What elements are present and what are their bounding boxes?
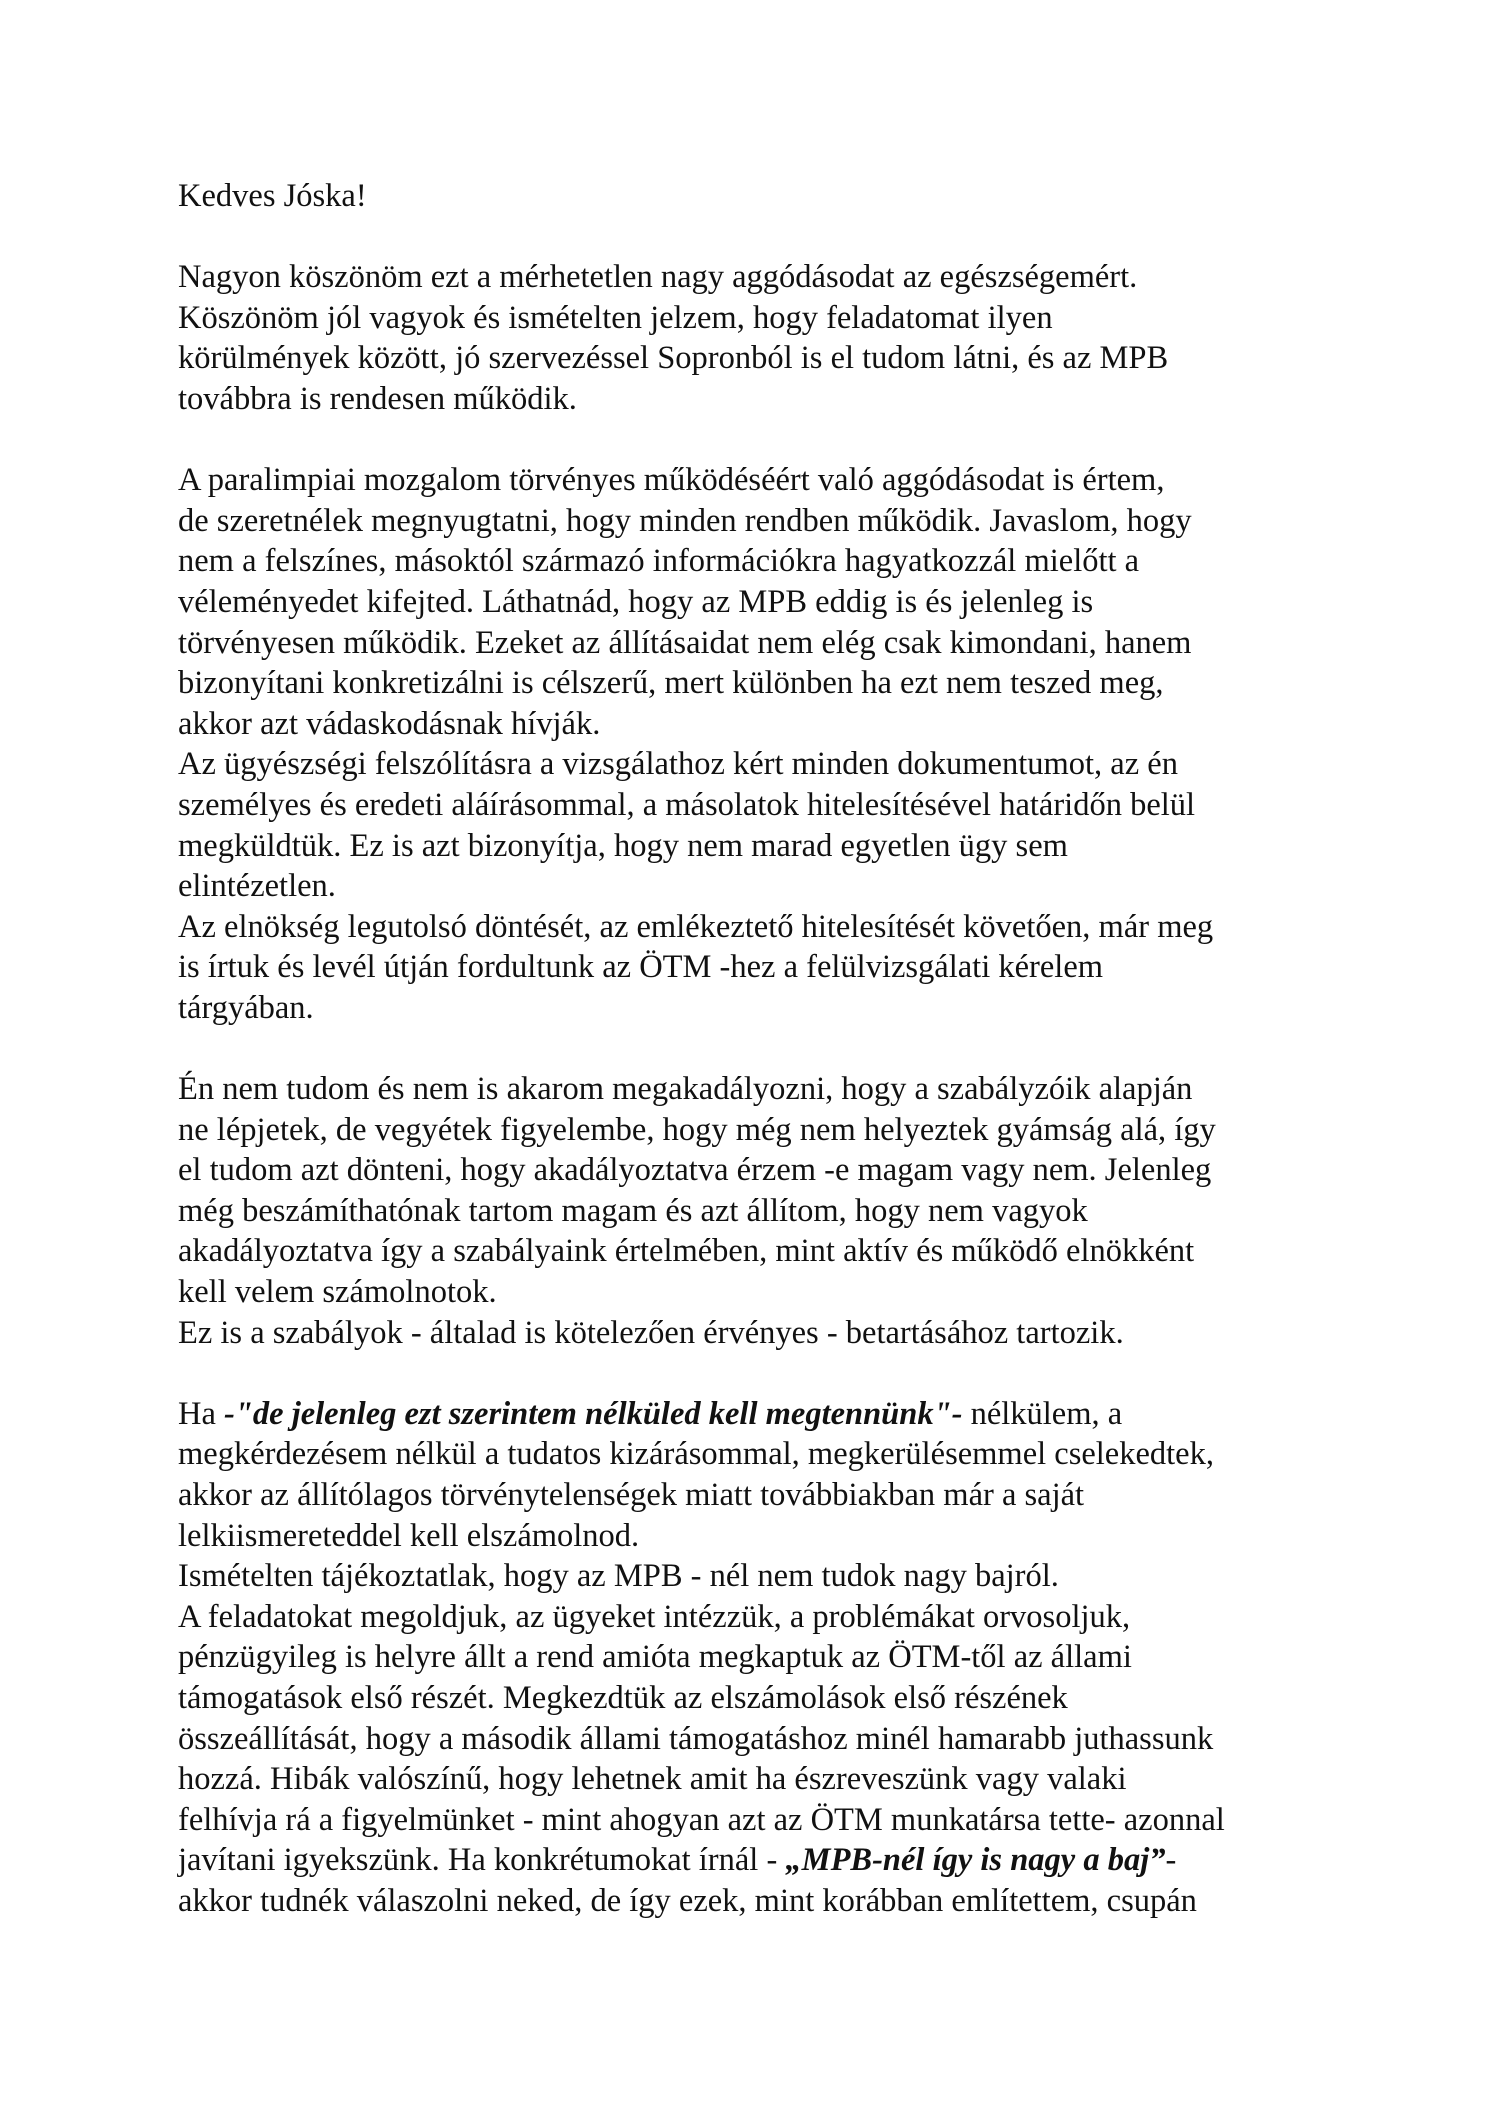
paragraph-4-line: akkor az állítólagos törvénytelenségek miatt továbbiakban már a saját [178,1477,1085,1513]
paragraph-3-line: ne lépjetek, de vegyétek figyelembe, hogy még nem helyeztek gyámság alá, így [178,1111,1216,1148]
paragraph-2-line: Az elnökség legutolsó döntését, az emlékeztető hitelesítését követően, már meg [178,908,1214,945]
text-run: nélkülem, a [962,1395,1123,1432]
paragraph-2-line: tárgyában. [178,989,314,1026]
paragraph-2-line: véleményedet kifejted. Láthatnád, hogy az MPB eddig is és jelenleg is [178,583,1094,620]
paragraph-1-line: körülmények között, jó szervezéssel Sopronból is el tudom látni, és az MPB [178,340,1169,377]
paragraph-4-line: összeállítását, hogy a második állami támogatáshoz minél hamarabb juthassunk [178,1720,1214,1757]
paragraph-1-line: Nagyon köszönöm ezt a mérhetetlen nagy aggódásodat az egészségemért. [178,259,1138,296]
paragraph-4-line: A feladatokat megoldjuk, az ügyeket intézzük, a problémákat orvosoljuk, [178,1598,1131,1635]
quoted-emphasis: -"de jelenleg ezt szerintem nélküled kell megtennünk"- [224,1395,963,1432]
quoted-emphasis: „MPB-nél így is nagy a baj” [785,1842,1166,1879]
paragraph-4-line: lelkiismereteddel kell elszámolnod. [178,1517,640,1554]
paragraph-4-line: megkérdezésem nélkül a tudatos kizárásommal, megkerülésemmel cselekedtek, [178,1436,1214,1473]
paragraph-2-line: Az ügyészségi felszólításra a vizsgálathoz kért minden dokumentumot, az én [178,746,1178,783]
paragraph-4-line: Ismételten tájékoztatlak, hogy az MPB - nél nem tudok nagy bajról. [178,1558,1059,1595]
paragraph-2-line: megküldtük. Ez is azt bizonyítja, hogy nem marad egyetlen ügy sem [178,827,1068,864]
paragraph-gap [178,217,1338,258]
paragraph-2-line: elintézetlen. [178,868,336,905]
paragraph-2-line: de szeretnélek megnyugtatni, hogy minden rendben működik. Javaslom, hogy [178,502,1192,539]
paragraph-4-line: felhívja rá a figyelmünket - mint ahogyan azt az ÖTM munkatársa tette- azonnal [178,1801,1225,1838]
paragraph-2-line: bizonyítani konkretizálni is célszerű, mert különben ha ezt nem teszed meg, [178,665,1164,702]
greeting: Kedves Jóska! [178,178,367,214]
paragraph-2-line: személyes és eredeti aláírásommal, a másolatok hitelesítésével határidőn belül [178,786,1196,823]
paragraph-1-line: Köszönöm jól vagyok és ismételten jelzem, hogy feladatomat ilyen [178,299,1053,336]
paragraph-gap [178,1353,1338,1394]
paragraph-2-line: akkor azt vádaskodásnak hívják. [178,705,601,742]
letter-body [178,176,1338,1922]
paragraph-gap [178,420,1338,461]
paragraph-3-line: Ez is a szabályok - általad is kötelezően érvényes - betartásához tartozik. [178,1314,1124,1351]
paragraph-4-line: akkor tudnék válaszolni neked, de így ezek, mint korábban említettem, csupán [178,1882,1197,1919]
paragraph-4-line: pénzügyileg is helyre állt a rend amióta megkaptuk az ÖTM-től az állami [178,1639,1132,1676]
paragraph-4-line: hozzá. Hibák valószínű, hogy lehetnek amit ha észreveszünk vagy valaki [178,1761,1127,1798]
paragraph-4-line [178,1394,1338,1435]
paragraph-3-line: még beszámíthatónak tartom magam és azt állítom, hogy nem vagyok [178,1192,1088,1229]
text-run: - [1165,1842,1177,1879]
paragraph-2-line: nem a felszínes, másoktól származó információkra hagyatkozzál mielőtt a [178,543,1140,580]
paragraph-2-line: A paralimpiai mozgalom törvényes működéséért való aggódásodat is értem, [178,462,1165,499]
paragraph-1-line: továbbra is rendesen működik. [178,380,577,417]
paragraph-3-line: Én nem tudom és nem is akarom megakadályozni, hogy a szabályzóik alapján [178,1071,1193,1108]
paragraph-4-line [178,1840,1338,1881]
paragraph-2-line: is írtuk és levél útján fordultunk az ÖTM -hez a felülvizsgálati kérelem [178,949,1104,986]
paragraph-3-line: el tudom azt dönteni, hogy akadályoztatva érzem -e magam vagy nem. Jelenleg [178,1152,1212,1189]
text-run: javítani igyekszünk. Ha konkrétumokat írnál - [178,1842,786,1879]
text-run: Ha [178,1395,225,1432]
paragraph-2-line: törvényesen működik. Ezeket az állításaidat nem elég csak kimondani, hanem [178,624,1192,661]
paragraph-3-line: kell velem számolnotok. [178,1274,497,1311]
paragraph-4-line: támogatások első részét. Megkezdtük az elszámolások első részének [178,1679,1068,1716]
paragraph-3-line: akadályoztatva így a szabályaink értelmében, mint aktív és működő elnökként [178,1233,1195,1270]
paragraph-gap [178,1028,1338,1069]
